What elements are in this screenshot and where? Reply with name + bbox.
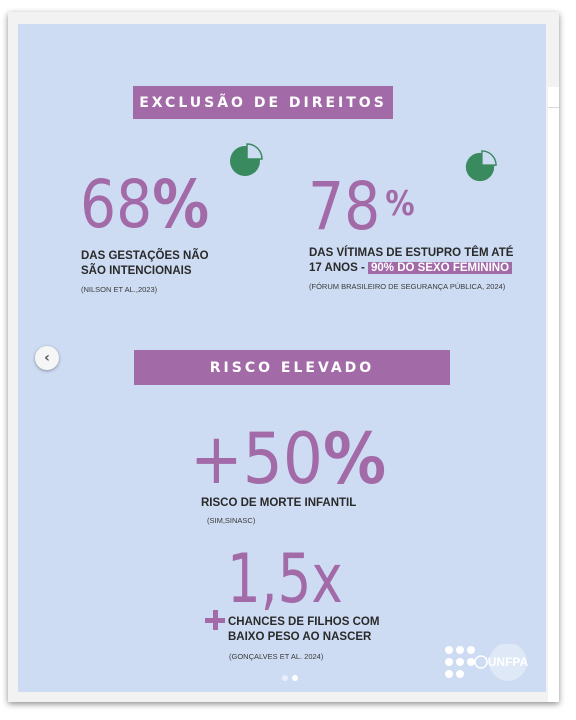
source-goncalves: (GONÇALVES ET AL. 2024) xyxy=(229,652,324,661)
source-forum: (FÓRUM BRASILEIRO DE SEGURANÇA PÚBLICA, 2024) xyxy=(309,282,506,291)
caption-line: BAIXO PESO AO NASCER xyxy=(228,631,372,643)
unfpa-logo xyxy=(444,644,536,684)
stat-number: 78 xyxy=(308,168,381,245)
caption-risco-morte: RISCO DE MORTE INFANTIL xyxy=(201,497,357,509)
percent-sign: % xyxy=(385,184,415,224)
stat-number: +50 xyxy=(190,418,323,500)
source-sim-sinasc: (SIM,SINASC) xyxy=(207,516,256,525)
stat-plus-50-percent xyxy=(190,418,387,500)
percent-sign: % xyxy=(322,418,387,500)
pie-chart-icon xyxy=(463,150,497,184)
feed-edge xyxy=(548,87,559,702)
pie-chart-icon xyxy=(227,143,263,179)
caption-gestacoes xyxy=(81,249,209,279)
caption-line-with-highlight xyxy=(309,261,513,276)
caption-text: 17 ANOS - xyxy=(309,262,369,274)
caption-line: CHANCES DE FILHOS COM xyxy=(228,616,380,628)
carousel-dot[interactable] xyxy=(282,675,288,681)
banner-exclusao-de-direitos xyxy=(133,86,393,119)
caption-chances-filhos xyxy=(228,615,379,645)
stat-68-percent xyxy=(80,166,210,243)
caption-line: DAS VÍTIMAS DE ESTUPRO TÊM ATÉ xyxy=(309,247,514,259)
plus-icon xyxy=(205,610,225,630)
percent-sign: % xyxy=(152,166,210,243)
stat-number: 1,5x xyxy=(227,540,343,619)
caption-line: SÃO INTENCIONAIS xyxy=(81,265,192,277)
caption-highlight: 90% DO SEXO FEMININO xyxy=(368,262,512,274)
source-nilson: (NILSON ET AL.,2023) xyxy=(81,285,158,294)
stat-1-5x xyxy=(227,540,343,619)
banner-risco-elevado xyxy=(134,350,450,385)
banner-text: RISCO ELEVADO xyxy=(209,359,375,376)
caption-line: DAS GESTAÇÕES NÃO xyxy=(81,250,209,262)
infographic-card xyxy=(18,24,546,692)
banner-text: EXCLUSÃO DE DIREITOS xyxy=(139,94,387,111)
carousel-dots xyxy=(282,675,298,681)
divider xyxy=(548,107,559,108)
caption-vitimas xyxy=(309,246,513,276)
carousel-dot-active[interactable] xyxy=(292,675,298,681)
stat-number: 68 xyxy=(80,166,153,243)
logo-text: UNFPA xyxy=(487,655,529,669)
chevron-left-icon: ‹ xyxy=(44,350,50,366)
post-frame xyxy=(8,12,559,702)
stat-78-percent xyxy=(308,168,415,245)
carousel-prev-button[interactable] xyxy=(35,346,59,370)
